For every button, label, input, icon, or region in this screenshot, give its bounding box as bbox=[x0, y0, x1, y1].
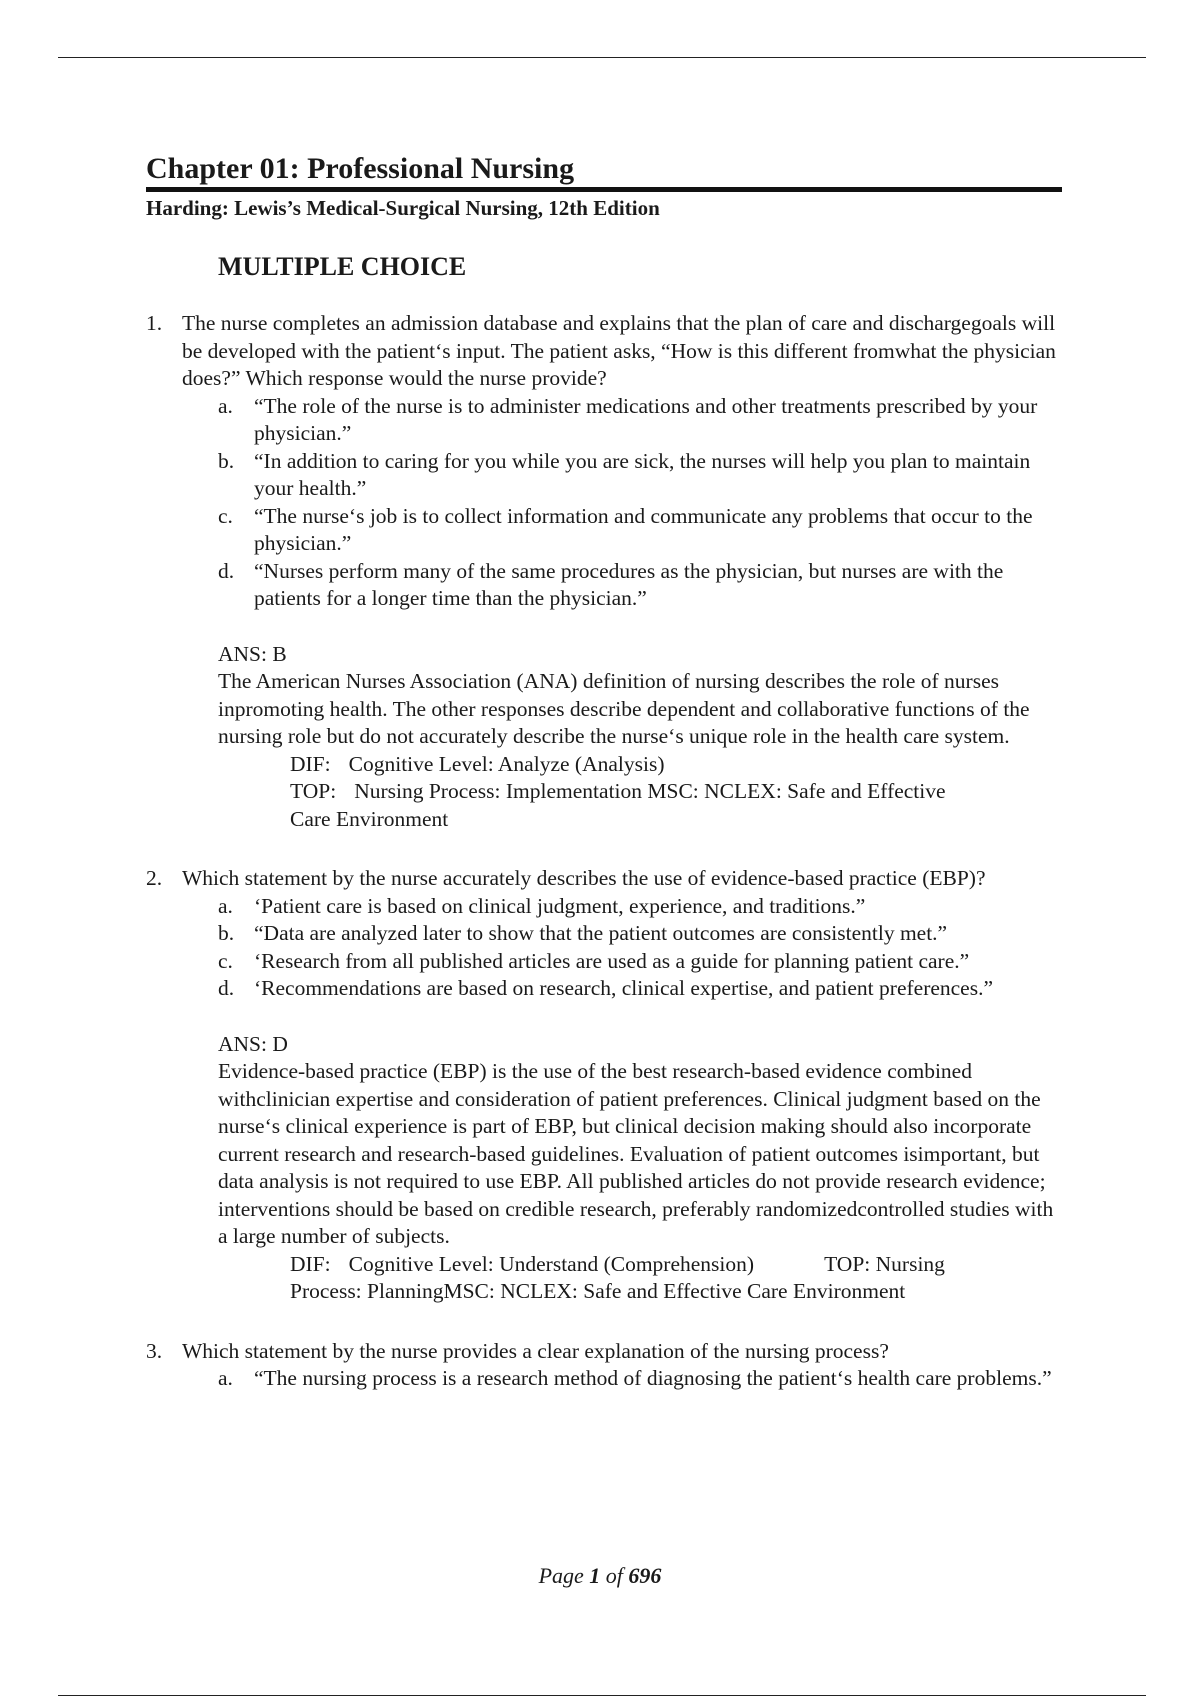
option-label: a. bbox=[218, 393, 233, 418]
option-d bbox=[218, 975, 1062, 1003]
option-label: b. bbox=[218, 921, 235, 946]
page-footer bbox=[0, 1563, 1200, 1589]
page-number: 1 bbox=[589, 1563, 601, 1588]
answer-options bbox=[218, 1365, 1062, 1393]
page-content bbox=[146, 140, 1062, 1393]
answer-key: ANS: B bbox=[218, 641, 287, 666]
top-continuation: Process: PlanningMSC: NCLEX: Safe and Effective Care Environment bbox=[290, 1279, 906, 1304]
option-d bbox=[218, 558, 1062, 613]
option-text: “The role of the nurse is to administer medications and other treatments prescribed by your physician.” bbox=[254, 393, 1038, 446]
option-text: “The nursing process is a research method of diagnosing the patient‘s health care problems.” bbox=[254, 1366, 1052, 1391]
answer-block bbox=[218, 1031, 1062, 1306]
question-metadata bbox=[290, 1251, 1062, 1306]
dif-value: Cognitive Level: Analyze (Analysis) bbox=[348, 751, 665, 776]
option-label: c. bbox=[218, 503, 233, 528]
question-number: 3. bbox=[146, 1338, 163, 1363]
option-text: “Nurses perform many of the same procedures as the physician, but nurses are with the patients for a longer time than the physician.” bbox=[254, 558, 1004, 611]
option-label: a. bbox=[218, 893, 233, 918]
page-word: Page bbox=[538, 1563, 584, 1588]
option-text: “Data are analyzed later to show that the patient outcomes are consistently met.” bbox=[254, 921, 948, 946]
book-title: Harding: Lewis’s Medical-Surgical Nursing, 12th Edition bbox=[146, 196, 660, 220]
dif-value: Cognitive Level: Understand (Comprehension) bbox=[348, 1251, 755, 1276]
option-a bbox=[218, 1365, 1062, 1393]
option-text: ‘Recommendations are based on research, clinical expertise, and patient preferences.” bbox=[254, 976, 994, 1001]
option-b bbox=[218, 920, 1062, 948]
top-rule bbox=[58, 57, 1146, 58]
option-a bbox=[218, 893, 1062, 921]
question-stem: Which statement by the nurse accurately describes the use of evidence-based practice (EBP)? bbox=[182, 866, 986, 891]
option-label: b. bbox=[218, 448, 235, 473]
top-label: TOP: Nursing bbox=[824, 1251, 945, 1276]
question-number: 2. bbox=[146, 866, 163, 891]
option-label: d. bbox=[218, 976, 235, 1001]
question-2 bbox=[146, 865, 1062, 1306]
question-stem: The nurse completes an admission database and explains that the plan of care and dischargegoals will be developed with the patient‘s input. The patient asks, “How is this different fromwhat the physician does?” Which response would the nurse provide? bbox=[182, 311, 1056, 391]
total-pages: 696 bbox=[628, 1563, 662, 1588]
chapter-title: Chapter 01: Professional Nursing bbox=[146, 152, 1062, 192]
answer-block bbox=[218, 641, 1062, 834]
rationale: The American Nurses Association (ANA) definition of nursing describes the role of nurses inpromoting health. The other responses describe dependent and collaborative functions of the nursing role but do not accurately describe the nurse‘s unique role in the health care system. bbox=[218, 669, 1030, 749]
option-text: “The nurse‘s job is to collect information and communicate any problems that occur to the physician.” bbox=[254, 503, 1033, 556]
option-text: ‘Research from all published articles are used as a guide for planning patient care.” bbox=[254, 948, 970, 973]
option-text: ‘Patient care is based on clinical judgment, experience, and traditions.” bbox=[254, 893, 866, 918]
answer-options bbox=[218, 893, 1062, 1003]
question-metadata bbox=[290, 751, 1062, 834]
of-word: of bbox=[605, 1563, 623, 1588]
top-value: Nursing Process: Implementation MSC: NCLEX: Safe and Effective bbox=[354, 779, 946, 804]
top-label: TOP: bbox=[290, 779, 337, 804]
option-c bbox=[218, 503, 1062, 558]
top-continuation: Care Environment bbox=[290, 806, 449, 831]
option-a bbox=[218, 393, 1062, 448]
option-b bbox=[218, 448, 1062, 503]
answer-options bbox=[218, 393, 1062, 613]
option-label: d. bbox=[218, 558, 235, 583]
question-3 bbox=[146, 1338, 1062, 1393]
option-c bbox=[218, 948, 1062, 976]
dif-label: DIF: bbox=[290, 751, 331, 776]
option-label: a. bbox=[218, 1366, 233, 1391]
question-stem: Which statement by the nurse provides a clear explanation of the nursing process? bbox=[182, 1338, 889, 1363]
option-text: “In addition to caring for you while you are sick, the nurses will help you plan to maintain your health.” bbox=[254, 448, 1031, 501]
rationale: Evidence-based practice (EBP) is the use of the best research-based evidence combined withclinician expertise and consideration of patient preferences. Clinical judgment based on the nurse‘s clinical experience is part of EBP, but clinical decision making should also incorporate current research and research-based guidelines. Evaluation of patient outcomes isimportant, but data analysis is not required to use EBP. All published articles do not provide research evidence; interventions should be based on credible research, preferably randomizedcontrolled studies with a large number of subjects. bbox=[218, 1059, 1054, 1249]
option-label: c. bbox=[218, 948, 233, 973]
answer-key: ANS: D bbox=[218, 1031, 288, 1056]
bottom-rule bbox=[58, 1695, 1146, 1696]
section-heading: MULTIPLE CHOICE bbox=[218, 252, 467, 282]
question-number: 1. bbox=[146, 311, 163, 336]
dif-label: DIF: bbox=[290, 1251, 331, 1276]
question-1 bbox=[146, 310, 1062, 833]
